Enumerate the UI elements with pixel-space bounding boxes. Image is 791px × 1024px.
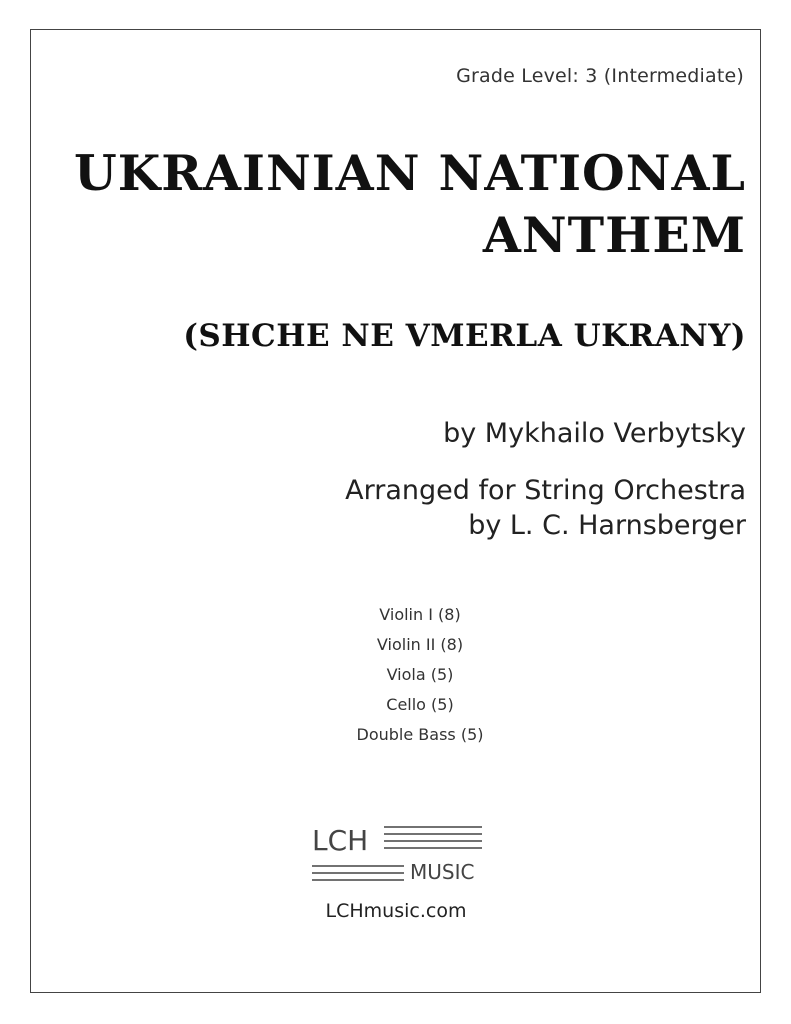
instrument-item: Cello (5) (386, 695, 454, 714)
logo-text-music: MUSIC (410, 860, 475, 884)
title-line-1: UKRAINIAN NATIONAL (73, 144, 746, 202)
instrument-list (320, 600, 520, 750)
instrument-item: Double Bass (5) (356, 725, 484, 744)
composer-credit: by Mykhailo Verbytsky (443, 418, 746, 449)
arranger-credit (345, 473, 746, 543)
instrument-item: Violin II (8) (376, 635, 464, 654)
title-line-2: ANTHEM (482, 206, 746, 264)
subtitle: (SHCHE NE VMERLA UKRANY) (183, 318, 746, 354)
instrument-item: Violin I (8) (379, 605, 461, 624)
logo-text-lch: LCH (312, 824, 369, 857)
grade-level: Grade Level: 3 (Intermediate) (456, 65, 744, 87)
arrangement-line-2: by L. C. Harnsberger (468, 510, 746, 541)
arrangement-line-1: Arranged for String Orchestra (345, 475, 746, 506)
instrument-item: Viola (5) (386, 665, 454, 684)
lch-music-logo (312, 822, 492, 884)
page-title (46, 142, 746, 266)
website-url: LCHmusic.com (325, 900, 467, 922)
